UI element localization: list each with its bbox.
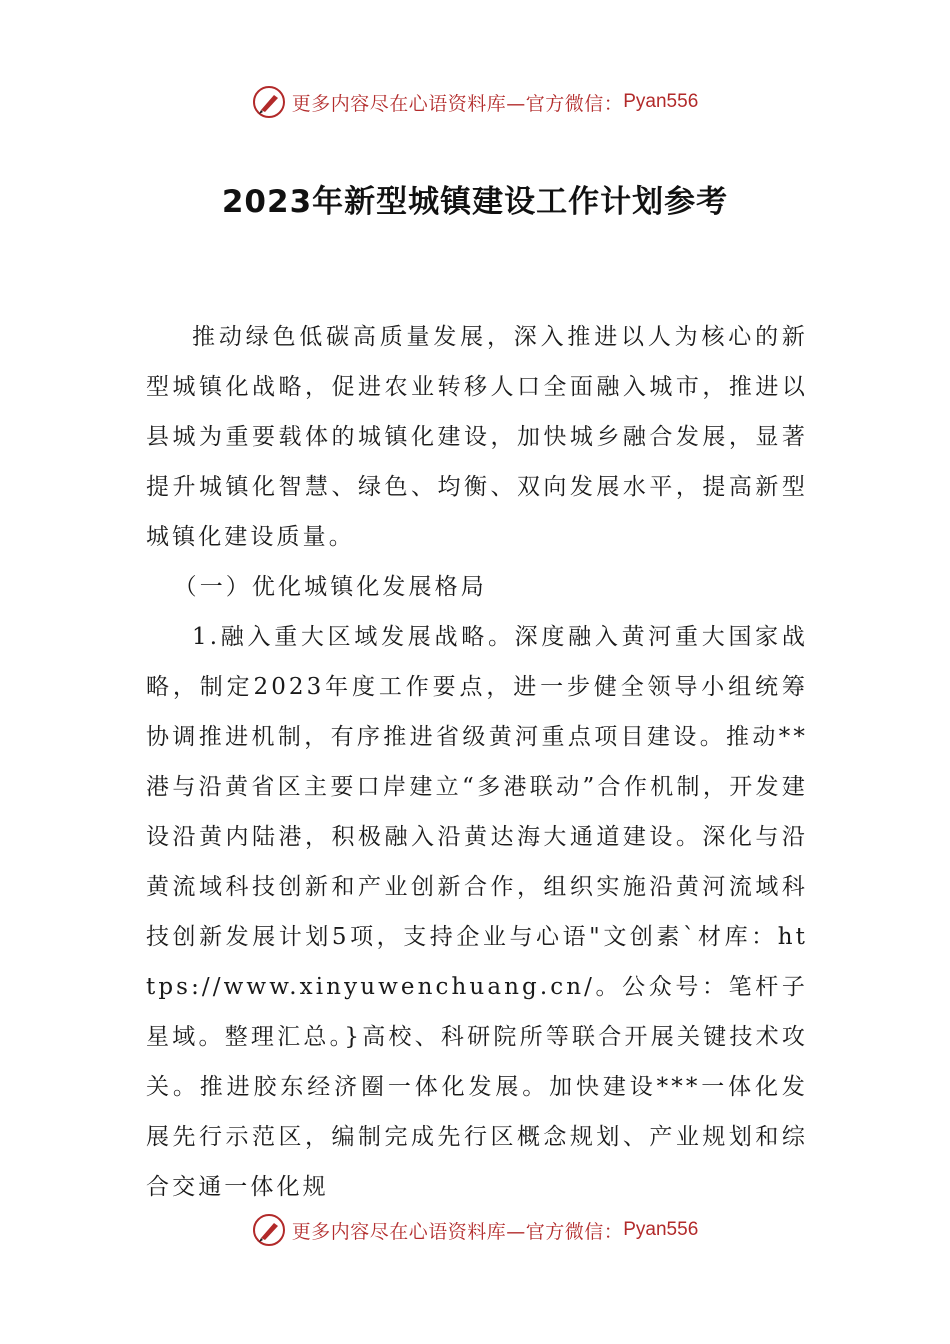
banner-wechat-id: Pyan556 <box>623 1219 699 1240</box>
banner-text: 更多内容尽在心语资料库—官方微信： <box>291 1220 624 1243</box>
paragraph-item-1: 1.融入重大区域发展战略。深度融入黄河重大国家战略，制定2023年度工作要点，进一步健全领导小组统筹协调推进机制，有序推进省级黄河重点项目建设。推动**港与沿黄省区主要口岸建立“多港联动”合作机制，开发建设沿黄内陆港，积极融入沿黄达海大通道建设。深化与沿黄流域科技创新和产业创新合作，组织实施沿黄河流域科技创新发展计划5项，支持企业与心语"文创素`材库：https://www.xinyuwenchuang.cn/。公众号：笔杆子星域。整理汇总。}高校、科研院所等联合开展关键技术攻关。推进胶东经济圈一体化发展。加快建设***一体化发展先行示范区，编制完成先行区概念规划、产业规划和综合交通一体化规 <box>146 624 808 1200</box>
pen-logo-icon <box>252 85 286 119</box>
banner-wechat-id: Pyan556 <box>623 91 699 112</box>
section-heading: （一）优化城镇化发展格局 <box>173 574 487 600</box>
document-body <box>146 312 808 1212</box>
footer-watermark-banner <box>0 1210 950 1250</box>
paragraph-intro: 推动绿色低碳高质量发展，深入推进以人为核心的新型城镇化战略，促进农业转移人口全面融入城市，推进以县城为重要载体的城镇化建设，加快城乡融合发展，显著提升城镇化智慧、绿色、均衡、双向发展水平，提高新型城镇化建设质量。 <box>146 324 808 550</box>
header-watermark-banner <box>0 82 950 122</box>
banner-text: 更多内容尽在心语资料库—官方微信： <box>291 92 624 115</box>
pen-logo-icon <box>252 1213 286 1247</box>
document-title: 2023年新型城镇建设工作计划参考 <box>221 184 729 220</box>
